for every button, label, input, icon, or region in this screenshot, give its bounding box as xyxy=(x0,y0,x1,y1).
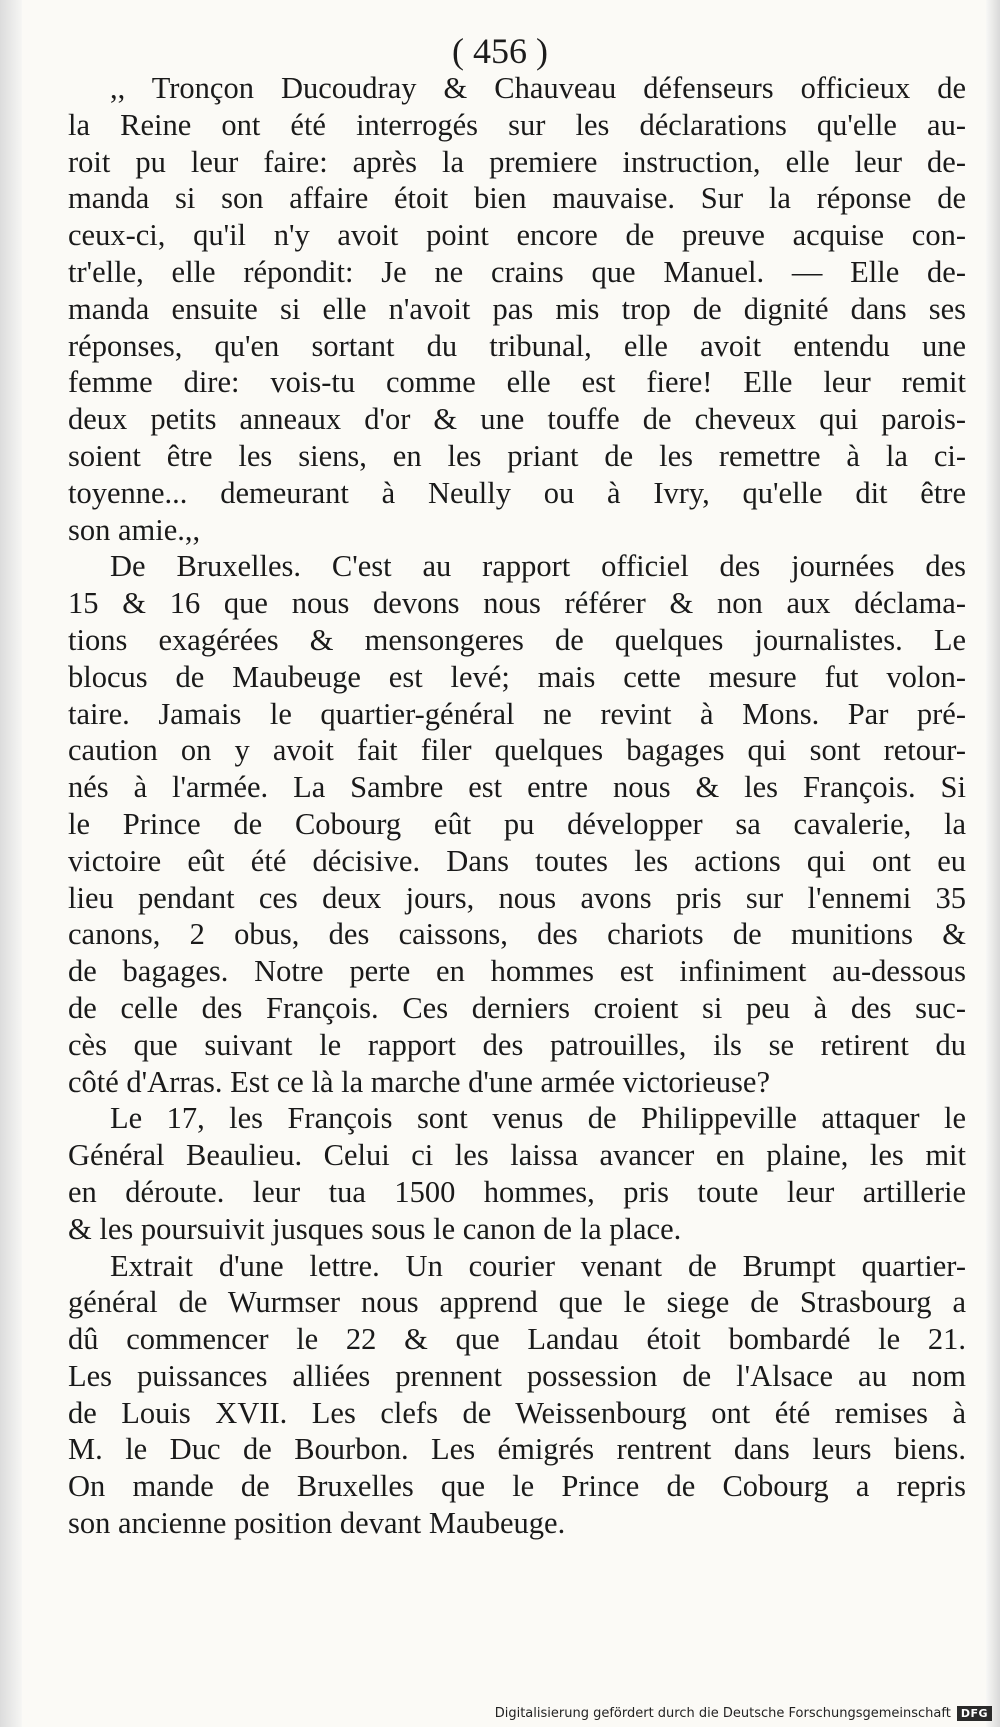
text-line: Général Beaulieu. Celui ci les laissa avancer en plaine, les mit xyxy=(68,1138,966,1173)
text-line: général de Wurmser nous apprend que le siege de Strasbourg a xyxy=(68,1285,966,1320)
text-line: Les puissances alliées prennent possession de l'Alsace au nom xyxy=(68,1358,966,1393)
text-line: manda si son affaire étoit bien mauvaise. Sur la réponse de xyxy=(68,181,966,216)
page-number: ( 456 ) xyxy=(452,31,548,71)
text-line: dû commencer le 22 & que Landau étoit bombardé le 21. xyxy=(68,1322,966,1357)
text-line: Le 17, les François sont venus de Philippeville attaquer le xyxy=(110,1101,966,1136)
text-line: De Bruxelles. C'est au rapport officiel des journées des xyxy=(110,549,966,584)
text-line: taire. Jamais le quartier-général ne revint à Mons. Par pré- xyxy=(68,696,966,731)
text-line: soient être les siens, en les priant de les remettre à la ci- xyxy=(68,438,966,473)
text-line: de bagages. Notre perte en hommes est infiniment au-dessous xyxy=(68,954,966,989)
text-line: son ancienne position devant Maubeuge. xyxy=(68,1506,566,1541)
text-line: tions exagérées & mensongeres de quelques journalistes. Le xyxy=(68,622,966,657)
text-line: blocus de Maubeuge est levé; mais cette mesure fut volon- xyxy=(68,659,966,694)
dfg-logo: DFG xyxy=(957,1706,992,1721)
text-line: 15 & 16 que nous devons nous référer & non aux déclama- xyxy=(68,586,966,621)
text-line: cès que suivant le rapport des patrouilles, ils se retirent du xyxy=(68,1027,966,1062)
text-line: deux petits anneaux d'or & une touffe de cheveux qui parois- xyxy=(68,402,966,437)
text-line: tr'elle, elle répondit: Je ne crains que Manuel. — Elle de- xyxy=(68,254,966,289)
text-line: ,, Tronçon Ducoudray & Chauveau défenseurs officieux de xyxy=(110,71,966,105)
text-line: de Louis XVII. Les clefs de Weissenbourg ont été remises à xyxy=(68,1395,966,1430)
text-line: Extrait d'une lettre. Un courier venant de Brumpt quartier- xyxy=(110,1248,966,1283)
text-line: canons, 2 obus, des caissons, des chariots de munitions & xyxy=(68,917,966,952)
text-line: réponses, qu'en sortant du tribunal, elle avoit entendu une xyxy=(68,328,966,363)
footer-credit-text: Digitalisierung gefördert durch die Deutsche Forschungsgemeinschaft xyxy=(494,1706,951,1721)
text-line: en déroute. leur tua 1500 hommes, pris toute leur artillerie xyxy=(68,1174,966,1209)
article-text xyxy=(68,70,966,1542)
text-line: & les poursuivit jusques sous le canon de la place. xyxy=(68,1211,682,1246)
text-line: femme dire: vois-tu comme elle est fiere! Elle leur remit xyxy=(68,365,966,400)
text-line: roit pu leur faire: après la premiere instruction, elle leur de- xyxy=(68,144,966,179)
text-line: de celle des François. Ces derniers croient si peu à des suc- xyxy=(68,990,966,1025)
text-line: On mande de Bruxelles que le Prince de Cobourg a repris xyxy=(68,1469,966,1504)
text-line: M. le Duc de Bourbon. Les émigrés rentrent dans leurs biens. xyxy=(68,1432,966,1467)
text-line: côté d'Arras. Est ce là la marche d'une armée victorieuse? xyxy=(68,1064,770,1099)
text-line: la Reine ont été interrogés sur les déclarations qu'elle au- xyxy=(68,107,966,142)
text-line: nés à l'armée. La Sambre est entre nous & les François. Si xyxy=(68,770,966,805)
page-edge-left xyxy=(0,0,22,1727)
text-line: son amie.,, xyxy=(68,512,201,547)
footer-credit xyxy=(495,1706,992,1721)
page-edge-right xyxy=(986,0,1000,1727)
text-line: le Prince de Cobourg eût pu développer sa cavalerie, la xyxy=(68,806,966,841)
text-line: victoire eût été décisive. Dans toutes les actions qui ont eu xyxy=(68,843,966,878)
text-line: manda ensuite si elle n'avoit pas mis trop de dignité dans ses xyxy=(68,291,966,326)
text-line: ceux-ci, qu'il n'y avoit point encore de preuve acquise con- xyxy=(68,218,966,253)
text-line: lieu pendant ces deux jours, nous avons pris sur l'ennemi 35 xyxy=(68,880,966,915)
text-line: caution on y avoit fait filer quelques bagages qui sont retour- xyxy=(68,733,966,768)
text-line: toyenne... demeurant à Neully ou à Ivry, qu'elle dit être xyxy=(68,475,966,510)
